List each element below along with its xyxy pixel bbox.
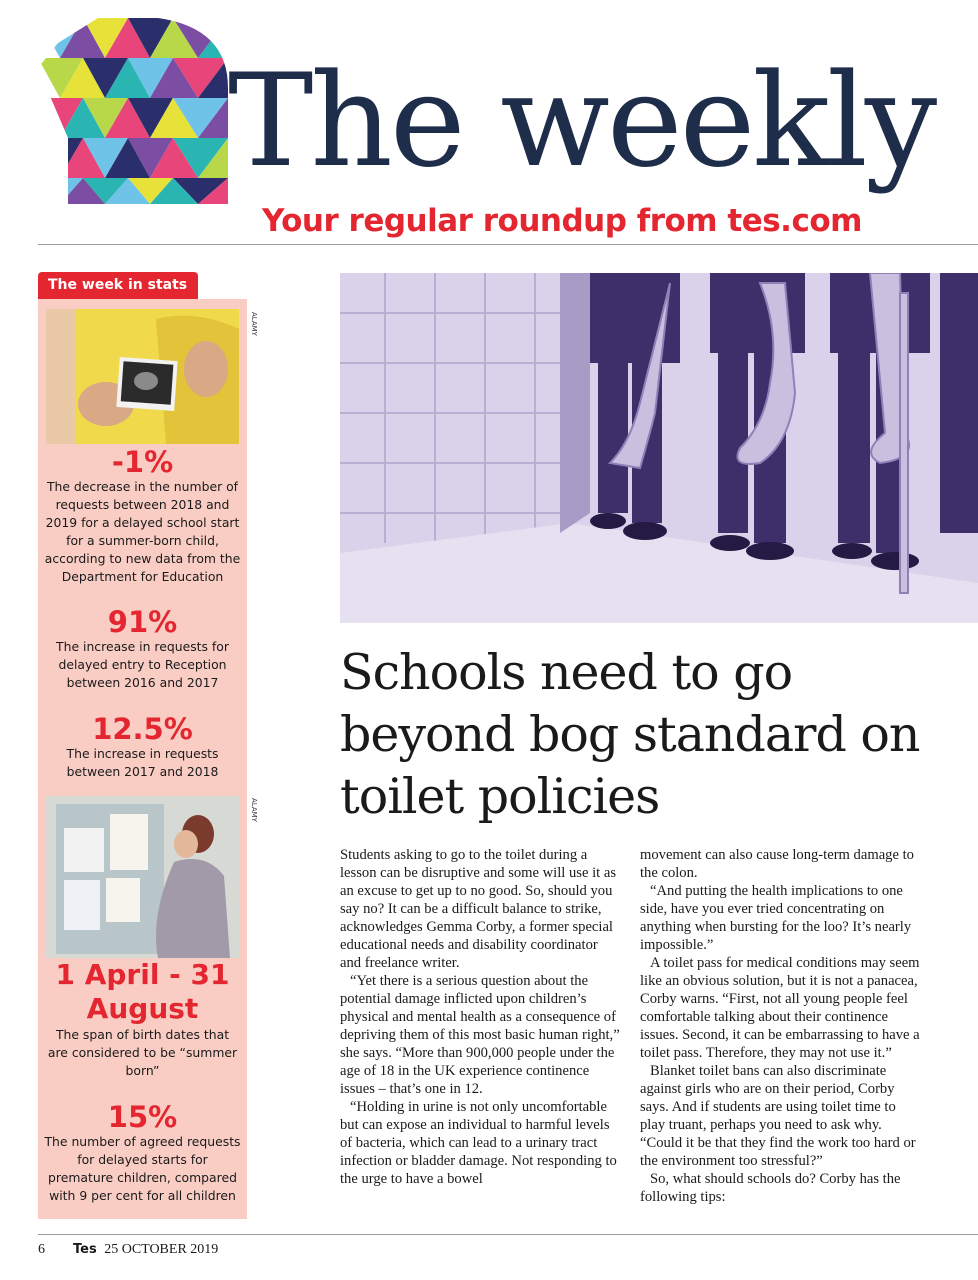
article-paragraph: So, what should schools do? Corby has the following tips: [640, 1171, 901, 1205]
article-paragraph: “Holding in urine is not only uncomfortable but can expose an individual to harmful levels of bacteria, which can lead to a urinary tract infection or bladder damage. Not responding to the urge to have a bowel [340, 1099, 617, 1187]
tes-logo-mosaic [38, 18, 228, 204]
bottom-divider [38, 1234, 978, 1235]
page-number: 6 [38, 1242, 45, 1257]
stat-value: 12.5% [92, 712, 193, 746]
article-headline: Schools need to go beyond bog standard on toilet policies [340, 644, 920, 825]
stat-value: 1 April - 31 August [55, 958, 230, 1025]
photo-credit: ALAMY [250, 798, 258, 822]
pregnant-woman-photo [46, 796, 239, 958]
article-paragraph: A toilet pass for medical conditions may seem like an obvious solution, but it is not a panacea, Corby warns. “First, not all young people feel comfortable talking about their continence issues. Second, it can be embarrassing to have a toilet pass. Therefore, they may not use it.” [640, 955, 920, 1061]
stat-item [38, 958, 247, 1080]
masthead-subtitle: Your regular roundup from tes.com [262, 203, 862, 239]
article-paragraph: Students asking to go to the toilet during a lesson can be disruptive and some will use it as an excuse to get up to no good. So, should you say no? It can be a difficult balance to strike, acknowledges Gemma Corby, a former special educational needs and disability coordinator and freelance writer. [340, 847, 617, 971]
hero-toilet-musicians-photo [340, 273, 978, 623]
stat-value: 91% [107, 605, 178, 639]
stat-description: The span of birth dates that are considered to be “summer born” [47, 1027, 238, 1078]
article-paragraph: “And putting the health implications to one side, have you ever tried concentrating on anything when bursting for the loo? It’s nearly impossible.” [640, 883, 912, 953]
article-paragraph: “Yet there is a serious question about the potential damage inflicted upon children’s physical and mental health as a consequence of depriving them of this most basic human right,” she says. “More than 900,000 people under the age of 18 in the UK experience continence issues – that’s one in 12. [340, 973, 620, 1097]
stat-description: The decrease in the number of requests between 2018 and 2019 for a delayed school start for a summer-born child, according to new data from the Department for Education [44, 479, 241, 584]
article-column-2 [640, 846, 922, 1206]
article-paragraph: movement can also cause long-term damage to the colon. [640, 847, 914, 881]
stat-item [38, 606, 247, 692]
top-divider [38, 244, 978, 245]
stats-tab-label: The week in stats [38, 272, 198, 299]
pregnancy-scan-photo [46, 309, 239, 444]
stat-description: The increase in requests for delayed entry to Reception between 2016 and 2017 [56, 639, 229, 690]
article-paragraph: Blanket toilet bans can also discriminate against girls who are on their period, Corby says. And if students are using toilet time to play truant, perhaps you need to ask why. “Could it be that they find the work too hard or the environment too stressful?” [640, 1063, 916, 1169]
page-footer [38, 1242, 218, 1258]
stat-description: The increase in requests between 2017 and 2018 [66, 746, 219, 779]
stat-value: 15% [107, 1100, 178, 1134]
photo-credit: ALAMY [250, 312, 258, 336]
stat-item [38, 1101, 247, 1205]
stat-item [38, 713, 247, 781]
stat-item [38, 446, 247, 586]
stat-value: -1% [111, 445, 174, 479]
footer-brand: Tes [73, 1242, 97, 1257]
stat-description: The number of agreed requests for delayed starts for premature children, compared with 9 per cent for all children [44, 1134, 241, 1203]
article-column-1 [340, 846, 622, 1188]
masthead-title: The weekly [228, 47, 935, 196]
issue-date: 25 OCTOBER 2019 [104, 1242, 219, 1257]
